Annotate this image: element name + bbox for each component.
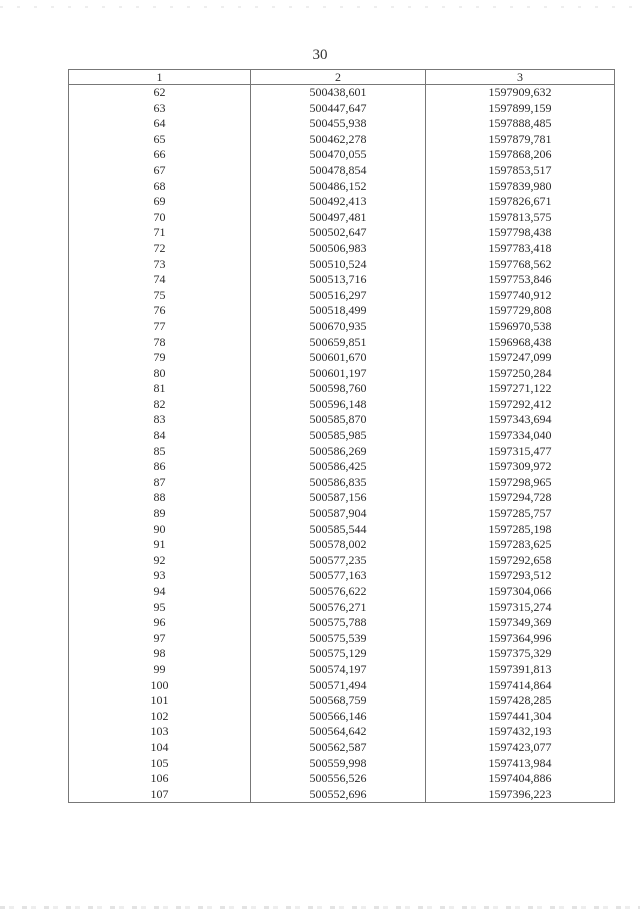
column-header-x: 2 [251,70,426,85]
table-row [69,537,615,553]
page-number: 30 [312,47,328,63]
x-coordinate-cell: 500455,938 [251,116,426,132]
table-row [69,319,615,335]
table-row [69,787,615,803]
table-row [69,584,615,600]
y-coordinate-cell: 1597285,198 [426,522,615,538]
point-number-cell: 100 [69,678,251,694]
table-row [69,724,615,740]
scan-artifact-bottom [0,906,640,909]
x-coordinate-cell: 500576,271 [251,600,426,616]
y-coordinate-cell: 1597839,980 [426,179,615,195]
point-number-cell: 76 [69,303,251,319]
x-coordinate-cell: 500559,998 [251,756,426,772]
point-number-cell: 67 [69,163,251,179]
point-number-cell: 88 [69,490,251,506]
table-row [69,163,615,179]
y-coordinate-cell: 1597783,418 [426,241,615,257]
table-row [69,740,615,756]
point-number-cell: 68 [69,179,251,195]
table-row [69,490,615,506]
x-coordinate-cell: 500510,524 [251,257,426,273]
table-row [69,428,615,444]
scan-artifact-top [0,6,640,8]
point-number-cell: 97 [69,631,251,647]
y-coordinate-cell: 1597909,632 [426,85,615,101]
point-number-cell: 65 [69,132,251,148]
table-row [69,646,615,662]
y-coordinate-cell: 1597309,972 [426,459,615,475]
y-coordinate-cell: 1597868,206 [426,147,615,163]
point-number-cell: 98 [69,646,251,662]
x-coordinate-cell: 500486,152 [251,179,426,195]
table-row [69,522,615,538]
table-row [69,241,615,257]
x-coordinate-cell: 500556,526 [251,771,426,787]
point-number-cell: 103 [69,724,251,740]
point-number-cell: 90 [69,522,251,538]
point-number-cell: 102 [69,709,251,725]
point-number-cell: 81 [69,381,251,397]
point-number-cell: 96 [69,615,251,631]
point-number-cell: 71 [69,225,251,241]
point-number-cell: 73 [69,257,251,273]
y-coordinate-cell: 1597250,284 [426,366,615,382]
x-coordinate-cell: 500575,129 [251,646,426,662]
x-coordinate-cell: 500576,622 [251,584,426,600]
x-coordinate-cell: 500585,544 [251,522,426,538]
x-coordinate-cell: 500566,146 [251,709,426,725]
table-row [69,397,615,413]
y-coordinate-cell: 1597315,274 [426,600,615,616]
y-coordinate-cell: 1597285,757 [426,506,615,522]
x-coordinate-cell: 500601,197 [251,366,426,382]
column-header-y: 3 [426,70,615,85]
table-row [69,615,615,631]
point-number-cell: 79 [69,350,251,366]
x-coordinate-cell: 500513,716 [251,272,426,288]
point-number-cell: 87 [69,475,251,491]
y-coordinate-cell: 1597768,562 [426,257,615,273]
point-number-cell: 94 [69,584,251,600]
table-row [69,709,615,725]
x-coordinate-cell: 500447,647 [251,101,426,117]
point-number-cell: 72 [69,241,251,257]
column-header-point-number: 1 [69,70,251,85]
table-row [69,350,615,366]
x-coordinate-cell: 500596,148 [251,397,426,413]
y-coordinate-cell: 1597283,625 [426,537,615,553]
x-coordinate-cell: 500506,983 [251,241,426,257]
point-number-cell: 78 [69,335,251,351]
point-number-cell: 70 [69,210,251,226]
table-row [69,85,615,101]
point-number-cell: 89 [69,506,251,522]
y-coordinate-cell: 1597294,728 [426,490,615,506]
y-coordinate-cell: 1597271,122 [426,381,615,397]
point-number-cell: 85 [69,444,251,460]
header-row [69,70,615,85]
x-coordinate-cell: 500470,055 [251,147,426,163]
point-number-cell: 95 [69,600,251,616]
table-row [69,116,615,132]
x-coordinate-cell: 500564,642 [251,724,426,740]
table-row [69,756,615,772]
point-number-cell: 83 [69,412,251,428]
table-row [69,475,615,491]
x-coordinate-cell: 500586,425 [251,459,426,475]
point-number-cell: 106 [69,771,251,787]
y-coordinate-cell: 1597304,066 [426,584,615,600]
x-coordinate-cell: 500568,759 [251,693,426,709]
table-row [69,459,615,475]
x-coordinate-cell: 500552,696 [251,787,426,803]
x-coordinate-cell: 500587,156 [251,490,426,506]
x-coordinate-cell: 500502,647 [251,225,426,241]
table-row [69,225,615,241]
y-coordinate-cell: 1597293,512 [426,568,615,584]
x-coordinate-cell: 500670,935 [251,319,426,335]
coordinates-table [68,69,615,803]
y-coordinate-cell: 1597423,077 [426,740,615,756]
table-row [69,288,615,304]
y-coordinate-cell: 1597413,984 [426,756,615,772]
y-coordinate-cell: 1597826,671 [426,194,615,210]
y-coordinate-cell: 1597364,996 [426,631,615,647]
x-coordinate-cell: 500598,760 [251,381,426,397]
table-row [69,210,615,226]
table-row [69,553,615,569]
table-row [69,381,615,397]
x-coordinate-cell: 500586,269 [251,444,426,460]
y-coordinate-cell: 1596968,438 [426,335,615,351]
y-coordinate-cell: 1597813,575 [426,210,615,226]
x-coordinate-cell: 500562,587 [251,740,426,756]
table-row [69,257,615,273]
y-coordinate-cell: 1597292,412 [426,397,615,413]
table-row [69,600,615,616]
table-row [69,412,615,428]
table-header [69,70,615,85]
y-coordinate-cell: 1597729,808 [426,303,615,319]
y-coordinate-cell: 1597315,477 [426,444,615,460]
y-coordinate-cell: 1597888,485 [426,116,615,132]
x-coordinate-cell: 500575,539 [251,631,426,647]
y-coordinate-cell: 1597292,658 [426,553,615,569]
y-coordinate-cell: 1597432,193 [426,724,615,740]
table-row [69,179,615,195]
point-number-cell: 82 [69,397,251,413]
x-coordinate-cell: 500574,197 [251,662,426,678]
x-coordinate-cell: 500577,235 [251,553,426,569]
y-coordinate-cell: 1597404,886 [426,771,615,787]
x-coordinate-cell: 500462,278 [251,132,426,148]
y-coordinate-cell: 1597334,040 [426,428,615,444]
table-row [69,272,615,288]
y-coordinate-cell: 1597391,813 [426,662,615,678]
table-row [69,678,615,694]
x-coordinate-cell: 500518,499 [251,303,426,319]
x-coordinate-cell: 500578,002 [251,537,426,553]
x-coordinate-cell: 500575,788 [251,615,426,631]
y-coordinate-cell: 1597375,329 [426,646,615,662]
table-row [69,366,615,382]
point-number-cell: 105 [69,756,251,772]
y-coordinate-cell: 1597879,781 [426,132,615,148]
x-coordinate-cell: 500585,985 [251,428,426,444]
table-row [69,568,615,584]
point-number-cell: 93 [69,568,251,584]
y-coordinate-cell: 1597396,223 [426,787,615,803]
table-row [69,194,615,210]
x-coordinate-cell: 500585,870 [251,412,426,428]
y-coordinate-cell: 1597298,965 [426,475,615,491]
x-coordinate-cell: 500587,904 [251,506,426,522]
point-number-cell: 104 [69,740,251,756]
point-number-cell: 63 [69,101,251,117]
table-row [69,444,615,460]
y-coordinate-cell: 1597343,694 [426,412,615,428]
point-number-cell: 99 [69,662,251,678]
table-row [69,335,615,351]
x-coordinate-cell: 500571,494 [251,678,426,694]
table-row [69,132,615,148]
y-coordinate-cell: 1597441,304 [426,709,615,725]
table-row [69,506,615,522]
table-row [69,303,615,319]
y-coordinate-cell: 1597753,846 [426,272,615,288]
y-coordinate-cell: 1597899,159 [426,101,615,117]
y-coordinate-cell: 1597428,285 [426,693,615,709]
point-number-cell: 75 [69,288,251,304]
y-coordinate-cell: 1597740,912 [426,288,615,304]
x-coordinate-cell: 500659,851 [251,335,426,351]
y-coordinate-cell: 1597853,517 [426,163,615,179]
y-coordinate-cell: 1597247,099 [426,350,615,366]
point-number-cell: 62 [69,85,251,101]
y-coordinate-cell: 1596970,538 [426,319,615,335]
x-coordinate-cell: 500516,297 [251,288,426,304]
point-number-cell: 92 [69,553,251,569]
table-body [69,85,615,803]
x-coordinate-cell: 500497,481 [251,210,426,226]
x-coordinate-cell: 500438,601 [251,85,426,101]
point-number-cell: 64 [69,116,251,132]
y-coordinate-cell: 1597414,864 [426,678,615,694]
table-row [69,101,615,117]
x-coordinate-cell: 500577,163 [251,568,426,584]
point-number-cell: 86 [69,459,251,475]
point-number-cell: 80 [69,366,251,382]
point-number-cell: 107 [69,787,251,803]
point-number-cell: 101 [69,693,251,709]
y-coordinate-cell: 1597798,438 [426,225,615,241]
table-row [69,693,615,709]
point-number-cell: 84 [69,428,251,444]
point-number-cell: 66 [69,147,251,163]
y-coordinate-cell: 1597349,369 [426,615,615,631]
table-row [69,771,615,787]
table-row [69,147,615,163]
x-coordinate-cell: 500492,413 [251,194,426,210]
point-number-cell: 69 [69,194,251,210]
x-coordinate-cell: 500586,835 [251,475,426,491]
x-coordinate-cell: 500601,670 [251,350,426,366]
table-row [69,631,615,647]
point-number-cell: 74 [69,272,251,288]
x-coordinate-cell: 500478,854 [251,163,426,179]
point-number-cell: 77 [69,319,251,335]
table-row [69,662,615,678]
point-number-cell: 91 [69,537,251,553]
